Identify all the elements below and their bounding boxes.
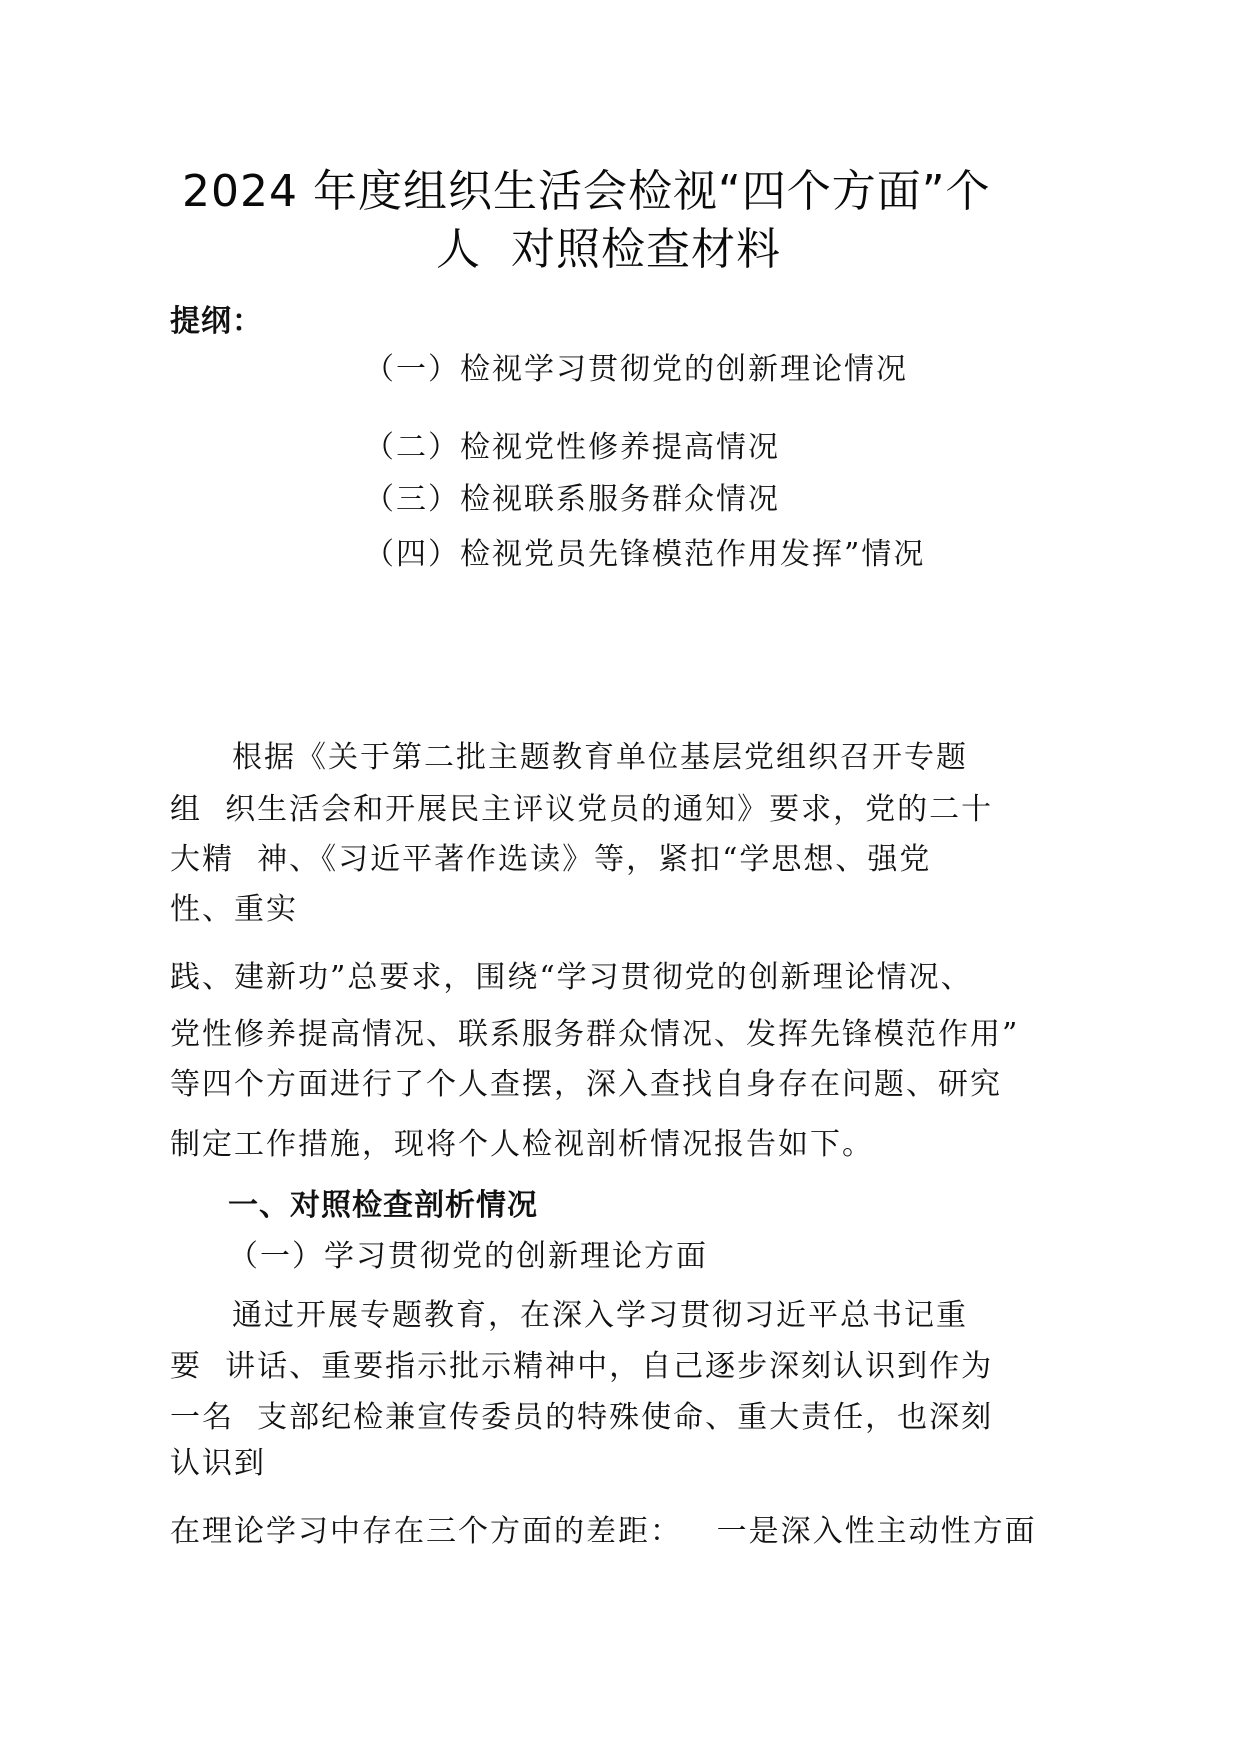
intro-line-7: 等四个方面进行了个人查摆，深入查找自身存在问题、研究 [170, 1067, 1002, 1102]
body-line-3: 一名 支部纪检兼宣传委员的特殊使命、重大责任，也深刻 [170, 1400, 994, 1435]
document-title-line-1: 2024 年度组织生活会检视“四个方面”个 [182, 166, 991, 217]
intro-line-5: 践、建新功”总要求，围绕“学习贯彻党的创新理论情况、 [170, 960, 973, 995]
intro-line-1: 根据《关于第二批主题教育单位基层党组织召开专题 [232, 740, 968, 775]
body-line-4: 认识到 [170, 1446, 266, 1481]
body-line-2: 要 讲话、重要指示批示精神中，自己逐步深刻认识到作为 [170, 1349, 994, 1384]
section-heading: 一、对照检查剖析情况 [228, 1188, 538, 1223]
document-title-line-2: 人 对照检查材料 [436, 224, 781, 275]
subsection-heading: （一）学习贯彻党的创新理论方面 [228, 1239, 708, 1274]
body-line-5: 在理论学习中存在三个方面的差距： 一是深入性主动性方面 [170, 1514, 1037, 1549]
outline-item-2: （二）检视党性修养提高情况 [364, 430, 780, 465]
intro-line-6: 党性修养提高情况、联系服务群众情况、发挥先锋模范作用” [170, 1017, 1020, 1052]
intro-line-8: 制定工作措施，现将个人检视剖析情况报告如下。 [170, 1127, 874, 1162]
outline-item-4: （四）检视党员先锋模范作用发挥”情况 [364, 537, 926, 572]
body-line-1: 通过开展专题教育，在深入学习贯彻习近平总书记重 [232, 1298, 968, 1333]
intro-line-2: 组 织生活会和开展民主评议党员的通知》要求，党的二十 [170, 792, 994, 827]
outline-label: 提纲： [170, 304, 263, 339]
outline-item-1: （一）检视学习贯彻党的创新理论情况 [364, 352, 908, 387]
intro-line-4: 性、重实 [170, 892, 298, 927]
intro-line-3: 大精 神、《习近平著作选读》等，紧扣“学思想、强党 [170, 842, 932, 877]
outline-item-3: （三）检视联系服务群众情况 [364, 482, 780, 517]
